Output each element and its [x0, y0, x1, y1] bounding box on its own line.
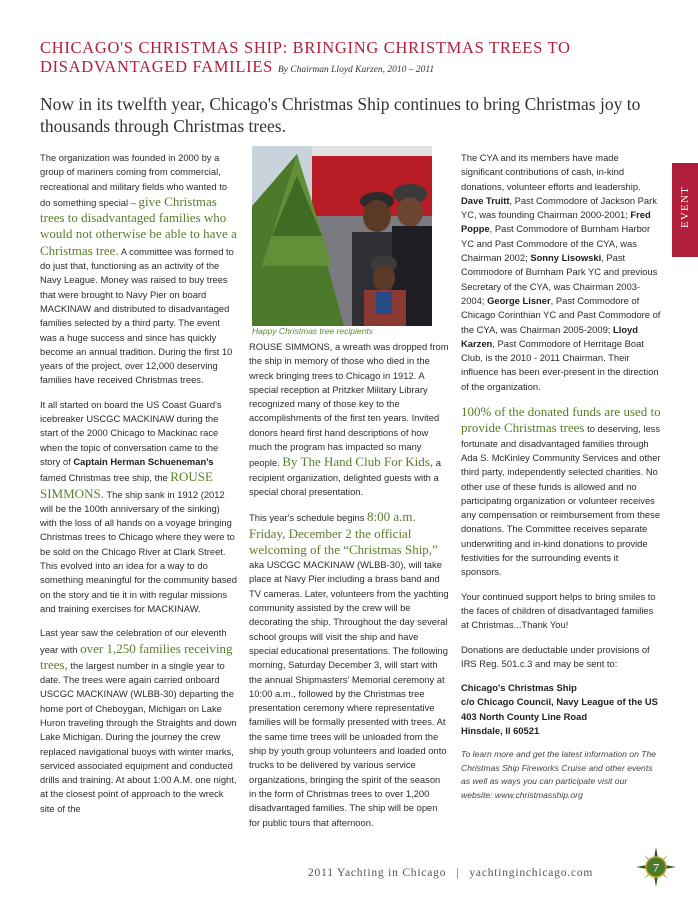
col1-p2-text-b: famed Christmas tree ship, the: [40, 472, 168, 484]
address-line-1: Chicago's Christmas Ship: [461, 682, 577, 694]
col1-p3-text-a: Last year saw the celebration of our eleventh year with: [40, 627, 227, 655]
article-subhead: Now in its twelfth year, Chicago's Christmas Ship continues to bring Christmas joy to thousands through Christmas trees.: [40, 94, 641, 136]
col3-name-4: George Lisner: [487, 294, 551, 306]
col1-p2-text-a: It all started on board the US Coast Guard's icebreaker USCGC MACKINAW during the start of the 2000 Chicago to Mackinac race when the topic of conversation came to the story of: [40, 398, 222, 467]
col1-p1-text-a: The organization was founded in 2000 by a group of mariners coming from commercial, recreational and military fields who wanted to do something special –: [40, 152, 228, 208]
page-number-badge: [636, 847, 676, 887]
byline: By Chairman Lloyd Karzen, 2010 – 2011: [277, 65, 435, 75]
col2-p2-highlight: 8:00 a.m. Friday, December 2 the official welcoming of the “Christmas Ship,”: [249, 509, 438, 557]
page-footer: [308, 867, 593, 879]
col2-p1-text-b: a recipient organization, delighted guests with a special choral presentation.: [249, 457, 441, 497]
col3-name-2: Fred Poppe: [461, 209, 651, 235]
christmas-tree-photo: [252, 146, 432, 326]
col1-paragraph-1: [40, 151, 238, 388]
col2-p1-text-a: ROUSE SIMMONS, a wreath was dropped from the ship in memory of those who died in the wreck bringing trees to Chicago in 1912. A special reception at Pritzker Military Library recognized many of those key to the accomplishments of the first ten years. Invited donors heard first hand descriptions of how much the program has impacted so many people.: [249, 341, 449, 469]
col3-p1-text: The CYA and its members have made significant contributions of cash, in-kind donations, volunteer efforts and leadership.: [461, 152, 641, 192]
col1-p2-bold: Captain Herman Schueneman's: [73, 455, 214, 467]
mailing-address: [461, 681, 661, 738]
col1-paragraph-3: [40, 626, 238, 816]
col3-text-2: , Past Commodore of Burnham Harbor YC and Past Commodore of the CYA, was Chairman 2002;: [461, 223, 651, 264]
address-line-2: c/o Chicago Council, Navy League of the US: [461, 696, 658, 708]
col1-p3-highlight: over 1,250 families receiving trees,: [40, 640, 233, 672]
column-2: [249, 340, 449, 840]
col2-p2-text-a: This year's schedule begins: [249, 512, 365, 524]
col3-p2-highlight: 100% of the donated funds are used to provide Christmas trees: [461, 404, 661, 436]
footer-website: yachtinginchicago.com: [469, 867, 594, 879]
title-line-1: CHICAGO'S CHRISTMAS SHIP: BRINGING CHRISTMAS TREES TO: [40, 38, 571, 57]
col3-text-1: , Past Commodore of Jackson Park YC, was founding Chairman 2000-2001;: [461, 194, 657, 221]
col2-paragraph-2: [249, 509, 449, 830]
col1-p2-highlight: ROUSE SIMMONS.: [40, 469, 213, 501]
col3-name-3: Sonny Lisowski: [530, 252, 602, 264]
col1-p1-highlight: give Christmas trees to disadvantaged families who would not otherwise be able to have a Christmas tree.: [40, 193, 237, 258]
footer-separator: |: [456, 867, 460, 879]
col3-name-1: Dave Truitt: [461, 194, 510, 206]
event-tab: [672, 163, 698, 257]
col3-paragraph-3: Your continued support helps to bring smiles to the faces of children of disadvantaged families at Christmas...Thank You!: [461, 590, 656, 631]
column-1: [40, 151, 238, 826]
col2-p2-text-b: aka USCGC MACKINAW (WLBB-30), will take place at Navy Pier including a brass band and TV cameras. Later, volunteers from the yachting community assisted by the crew will be decorating the ship. Throughout the day several school groups will visit the ship and have special educational presentations. The following morning, Saturday December 3, will start with the annual Shipmasters' Memorial ceremony at 10:00 a.m., followed by the Christmas tree presentation ceremony where representative families will be formally presented with trees. At the same time trees will be unloaded from the ship by youth group volunteers and loaded onto trucks to be delivered by various service organizations, bringing the spirit of the season in the form of Christmas trees to over 1,200 disadvantaged families. The ship will be open for public tours that afternoon.: [249, 559, 449, 828]
photo-caption: Happy Christmas tree recipients: [252, 326, 373, 336]
address-line-3: 403 North County Line Road: [461, 710, 588, 722]
col1-paragraph-2: [40, 398, 238, 616]
col1-p2-text-c: The ship sank in 1912 (2012 will be the 100th anniversary of the sinking) with the loss of all hands on a voyage bringing Christmas trees to Chicago where they were to be sold on the Chicago River at Clark Street. This evolved into an idea for a way to do something meaningful for the community based on the story and tie it in with regular missions and training exercises for MACKINAW.: [40, 488, 237, 614]
photo-illustration: [252, 146, 432, 326]
page-number: 7: [653, 860, 659, 875]
footer-publication: 2011 Yachting in Chicago: [308, 867, 447, 879]
title-line-2: DISADVANTAGED FAMILIES: [40, 57, 274, 76]
col2-p1-highlight: By The Hand Club For Kids,: [282, 454, 434, 470]
col1-p1-text-b: A committee was formed to do just that, functioning as an activity of the Navy League. Money was raised to buy trees that were brought to Navy Pier on board MACKINAW and distributed to disadvantaged families selected by a third party. The event was a huge success and since has quickly become an annual tradition. During the first 10 years of the project, over 12,000 deserving families have received Christmas trees.: [40, 245, 234, 386]
col2-paragraph-1: [249, 340, 449, 499]
address-line-4: Hinsdale, Il 60521: [461, 724, 540, 736]
col3-name-5: Lloyd Karzen: [461, 323, 638, 349]
event-tab-label: EVENT: [679, 185, 691, 229]
col3-text-5: , Past Commodore of Herritage Boat Club, is the 2010 - 2011 Chairman. Their influence has been ever-present in the direction of the organization.: [461, 337, 659, 392]
col3-p2-text: to deserving, less fortunate and disadvantaged families through Ada S. McKinley Community Services and other third party, independently selected charities. No other use of these funds is allowed and no participating organization or volunteer receives any compensation or reimbursement from these donations. The Committee receives separate underwriting and in-kind donations to provide festivities for the surrounding events it sponsors.: [461, 423, 661, 578]
col3-text-4: , Past Commodore of Chicago Corinthian YC and Past Commodore of the CYA, was Chairman 2005-2009;: [461, 294, 661, 335]
col3-paragraph-4: Donations are deductable under provisions of IRS Reg. 501.c.3 and may be sent to:: [461, 643, 650, 669]
col3-paragraph-1: [461, 151, 661, 394]
col3-paragraph-2: [461, 404, 661, 580]
col1-p3-text-b: the largest number in a single year to date. The trees were again carried onboard USCGC MACKINAW (WLBB-30) departing the home port of Cheboygan, Michigan on Lake Huron traveling through the Straights and down Lake Michigan. During the journey the crew replaced navigational buoys with winter marks, serviced associated equipment and conducted drills and training. At about 1:00 A.M. one night, at the closest point of approach to the wreck site of the: [40, 659, 237, 814]
article-title: [40, 38, 640, 80]
column-3: [461, 151, 661, 812]
compass-icon: [636, 847, 676, 887]
website-note: To learn more and get the latest information on The Christmas Ship Fireworks Cruise and other events as well as ways you can participate visit our website: www.christmasship.org: [461, 749, 657, 800]
col3-text-3: , Past Commodore of Burnham Park YC and previous Secretary of the CYA, was Chairman 2003-2004;: [461, 252, 658, 306]
